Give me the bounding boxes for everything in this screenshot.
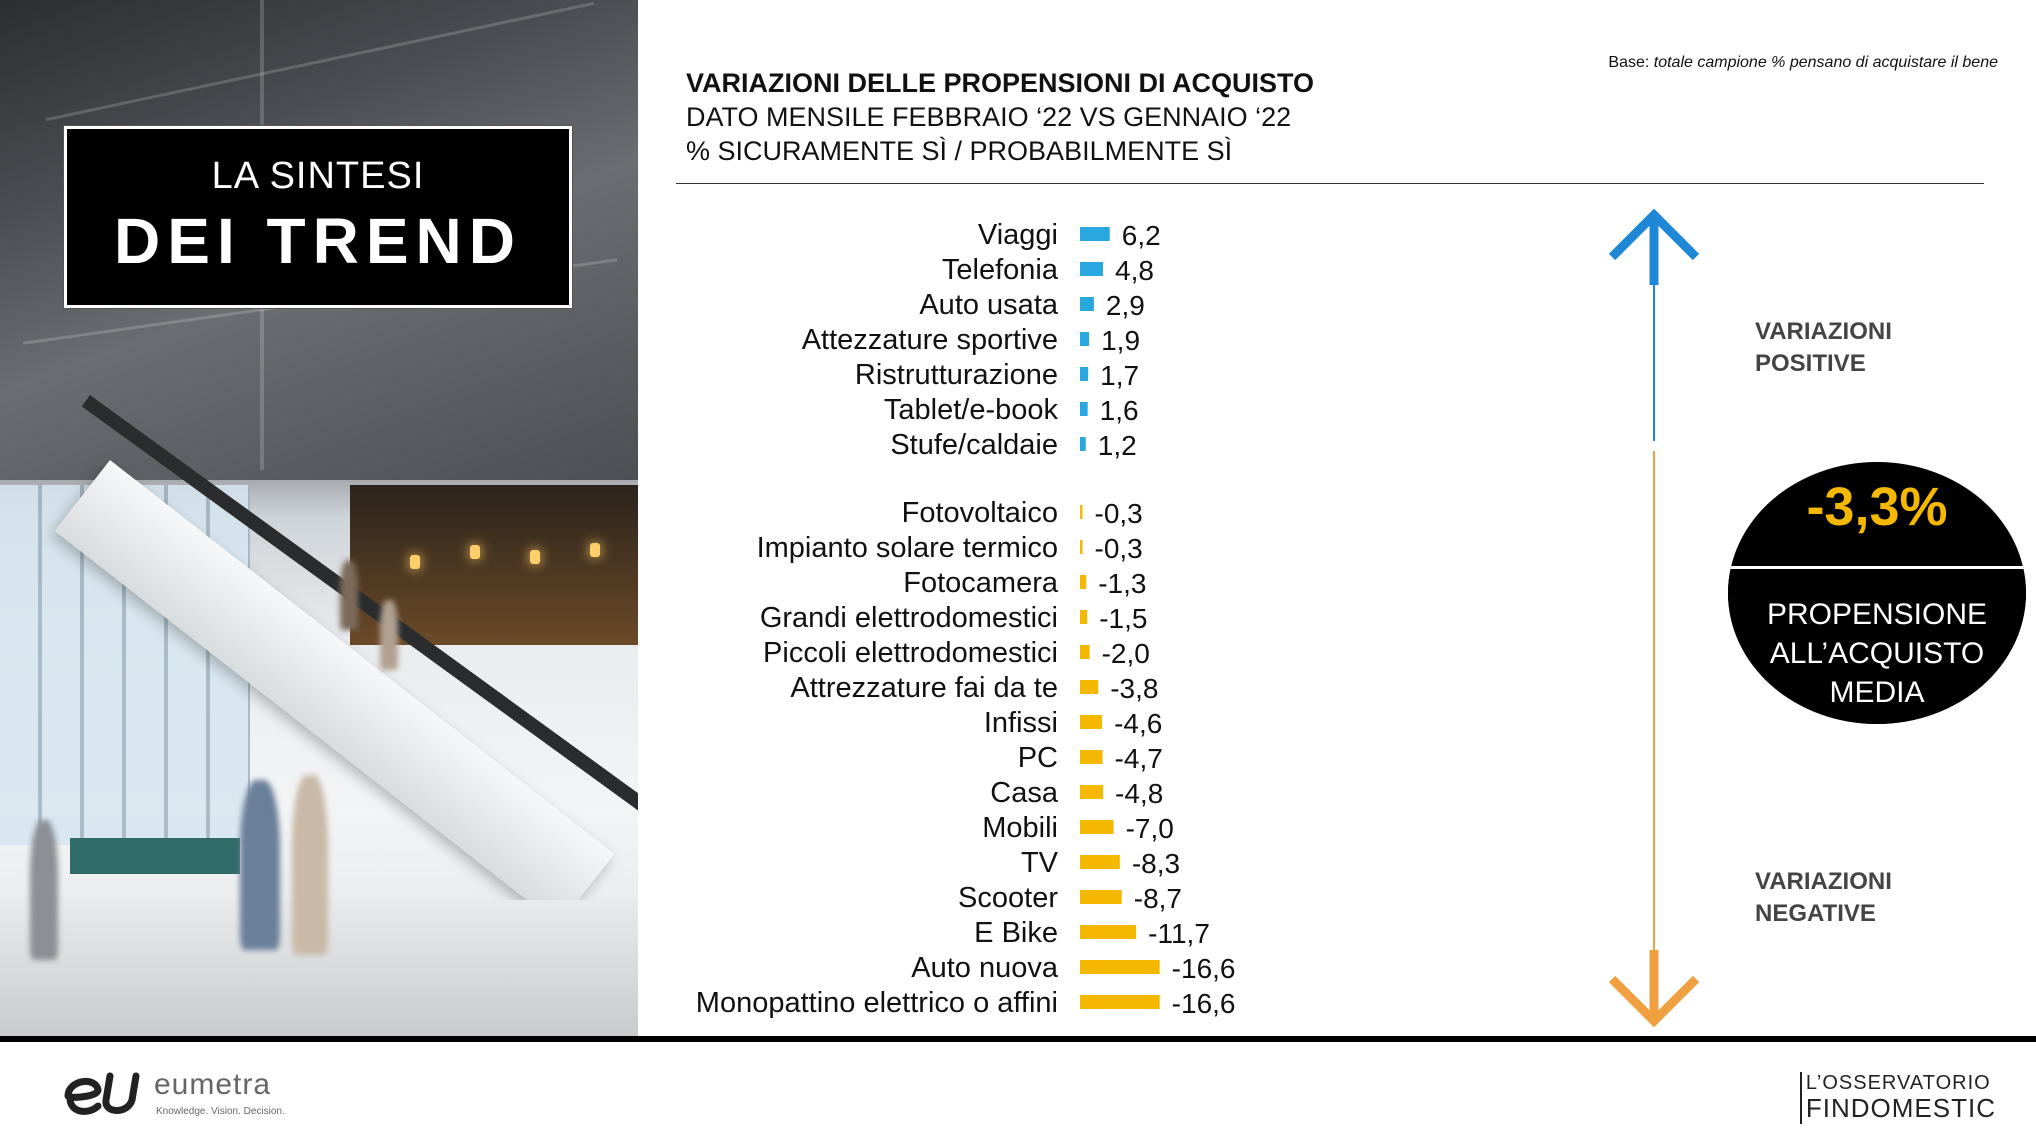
bar (1080, 750, 1103, 764)
category-label: Viaggi (977, 219, 1058, 251)
category-label: Attrezzature fai da te (790, 672, 1058, 704)
value-label: 4,8 (1115, 255, 1154, 286)
bar (1080, 505, 1083, 519)
value-label: 1,6 (1099, 395, 1139, 426)
negative-label-line2: NEGATIVE (1755, 900, 1876, 927)
value-label: -8,3 (1131, 848, 1181, 879)
value-label: -7,0 (1125, 813, 1174, 844)
category-label: Attezzature sportive (801, 324, 1058, 356)
value-label: -4,7 (1114, 743, 1163, 774)
arrow-up-icon (1612, 215, 1696, 441)
eumetra-tagline: Knowledge. Vision. Decision. (156, 1106, 285, 1117)
findomestic-logo-line1: L’OSSERVATORIO (1805, 1072, 1991, 1094)
category-label: PC (1017, 742, 1058, 774)
category-label: Grandi elettrodomestici (759, 602, 1058, 634)
trend-summary-box (64, 126, 572, 308)
photo-person (292, 775, 328, 955)
findomestic-logo-line2: FINDOMESTIC (1805, 1093, 1996, 1123)
category-label: Piccoli elettrodomestici (763, 637, 1058, 669)
category-label: Tablet/e-book (883, 394, 1058, 426)
value-label: -2,0 (1101, 638, 1150, 669)
bar (1080, 297, 1094, 311)
trend-arrows (1600, 205, 1720, 1035)
positive-variations-label (1755, 316, 1892, 380)
bar (1080, 262, 1103, 276)
category-label: Auto usata (919, 289, 1058, 321)
category-label: Infissi (983, 707, 1058, 739)
value-label: -16,6 (1171, 953, 1236, 984)
average-propensity-circle (1728, 462, 2026, 724)
trend-box-line1: LA SINTESI (211, 155, 425, 197)
value-label: -16,6 (1171, 988, 1236, 1019)
value-label: 2,9 (1105, 290, 1145, 321)
bar (1080, 715, 1102, 729)
value-label: -3,8 (1110, 673, 1159, 704)
category-label: Impianto solare termico (756, 532, 1058, 564)
bar (1080, 332, 1089, 346)
positive-label-line2: POSITIVE (1755, 350, 1866, 377)
category-label: Fotocamera (903, 567, 1058, 599)
base-note (1608, 54, 1998, 72)
bar (1080, 402, 1088, 416)
bar (1080, 680, 1098, 694)
bar (1080, 960, 1160, 974)
bar (1080, 820, 1114, 834)
bar (1080, 855, 1120, 869)
mall-photo (0, 0, 638, 1036)
photo-lamp (410, 555, 420, 569)
base-note-prefix: Base: (1608, 54, 1650, 71)
average-value: -3,3% (1806, 477, 1948, 537)
bar (1080, 575, 1086, 589)
category-label: Auto nuova (911, 952, 1058, 984)
category-label: Ristrutturazione (854, 359, 1058, 391)
category-label: Fotovoltaico (901, 497, 1058, 529)
chart-header (686, 68, 1314, 167)
category-label: Monopattino elettrico o affini (695, 987, 1058, 1019)
bar (1080, 540, 1083, 554)
bar (1080, 925, 1136, 939)
value-label: -11,7 (1148, 918, 1210, 949)
photo-counter (70, 838, 240, 874)
average-label: PROPENSIONE ALL’ACQUISTO MEDIA (1766, 598, 1988, 709)
bar (1080, 995, 1160, 1009)
photo-person (30, 820, 58, 960)
value-label: -1,5 (1099, 603, 1148, 634)
propensity-bar-chart (650, 210, 1290, 1030)
positive-label-line1: VARIAZIONI (1755, 318, 1892, 345)
value-label: -0,3 (1094, 498, 1143, 529)
arrow-down-icon (1612, 451, 1696, 1023)
chart-subtitle-period: DATO MENSILE FEBBRAIO ‘22 VS GENNAIO ‘22 (686, 102, 1292, 132)
bar (1080, 645, 1090, 659)
bar (1080, 367, 1088, 381)
value-label: -4,8 (1115, 778, 1164, 809)
value-label: 1,9 (1101, 325, 1141, 356)
bar (1080, 785, 1103, 799)
category-label: Stufe/caldaie (890, 429, 1058, 461)
eumetra-mark-icon (62, 1066, 144, 1120)
photo-person (340, 560, 358, 630)
category-label: Scooter (958, 882, 1058, 914)
chart-title: VARIAZIONI DELLE PROPENSIONI DI ACQUISTO (686, 68, 1315, 98)
bar (1080, 890, 1122, 904)
bar (1080, 437, 1086, 451)
negative-variations-label (1755, 866, 1892, 930)
bar (1080, 610, 1087, 624)
footer-divider (0, 1036, 2036, 1042)
chart-subtitle-measure: % SICURAMENTE SÌ / PROBABILMENTE SÌ (686, 136, 1233, 166)
value-label: 1,2 (1097, 430, 1137, 461)
value-label: -8,7 (1133, 883, 1183, 914)
base-note-text: totale campione % pensano di acquistare il bene (1653, 54, 1998, 71)
photo-lamp (470, 545, 480, 559)
category-label: TV (1020, 847, 1058, 879)
negative-label-line1: VARIAZIONI (1755, 868, 1892, 895)
value-label: 6,2 (1121, 220, 1161, 251)
average-label-area (1728, 566, 2026, 724)
trend-box-line2: DEI TREND (114, 205, 522, 277)
value-label: -0,3 (1094, 533, 1143, 564)
photo-lamp (590, 543, 600, 557)
photo-lamp (530, 550, 540, 564)
category-label: Telefonia (941, 254, 1058, 286)
category-label: Casa (990, 777, 1058, 809)
header-divider (676, 183, 1984, 184)
photo-person (380, 600, 398, 670)
value-label: -1,3 (1098, 568, 1147, 599)
category-label: E Bike (974, 917, 1058, 949)
photo-person (240, 780, 280, 950)
value-label: 1,7 (1100, 360, 1140, 391)
category-label: Mobili (982, 812, 1058, 844)
bar (1080, 227, 1110, 241)
value-label: -4,6 (1114, 708, 1163, 739)
findomestic-logo (1800, 1072, 1996, 1124)
eumetra-name: eumetra (154, 1068, 272, 1101)
